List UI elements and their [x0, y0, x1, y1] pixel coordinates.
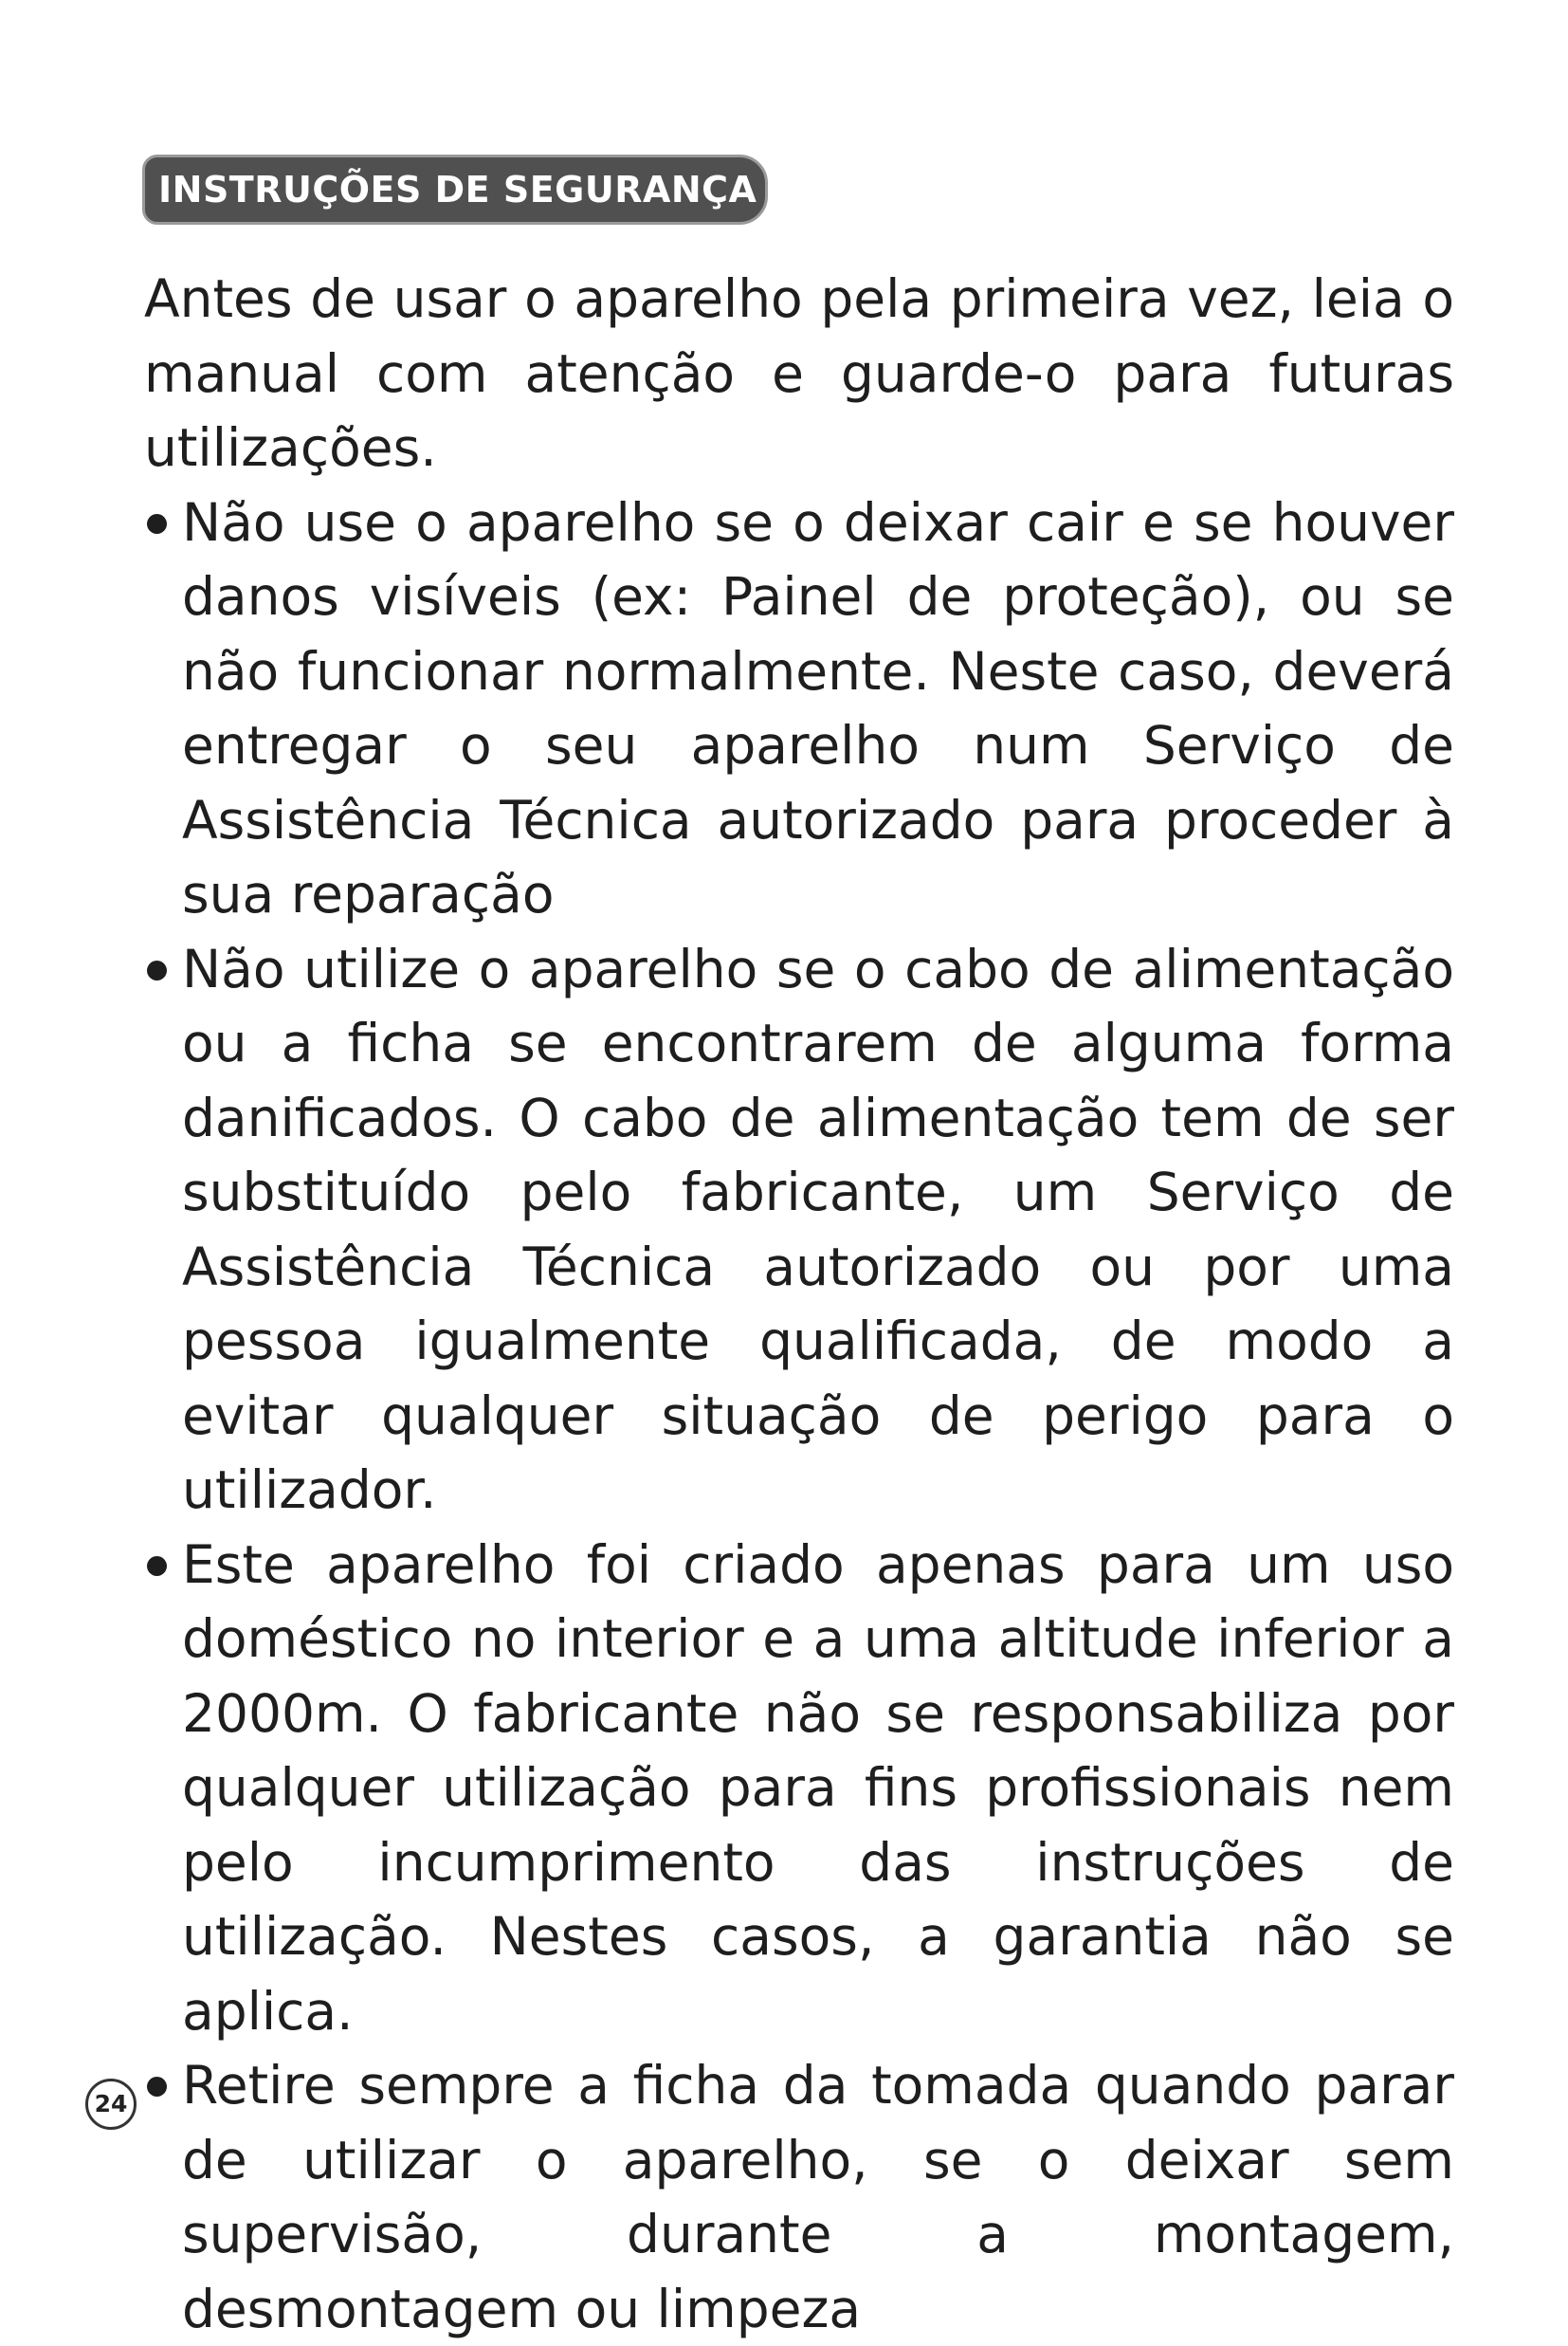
- list-item: Retire sempre a ficha da tomada quando parar de utilizar o aparelho, se o deixar sem supervisão, durante a montagem, desmontagem ou limpeza: [144, 2048, 1454, 2346]
- list-item: Este aparelho foi criado apenas para um uso doméstico no interior e a uma altitude inferior a 2000m. O fabricante não se responsabiliza por qualquer utilização para fins profissionais nem pelo incumprimento das instruções de utilização. Nestes casos, a garantia não se aplica.: [144, 1528, 1454, 2049]
- intro-paragraph: Antes de usar o aparelho pela primeira vez, leia o manual com atenção e guarde-o para futuras utilizações.: [144, 262, 1454, 486]
- page-number: 24: [85, 2079, 137, 2130]
- section-title-badge: INSTRUÇÕES DE SEGURANÇA: [142, 155, 768, 225]
- list-item: Não use o aparelho se o deixar cair e se houver danos visíveis (ex: Painel de proteção), ou se não funcionar normalmente. Neste caso, deverá entregar o seu aparelho num Serviço de Assistência Técnica autorizado para proceder à sua reparação: [144, 486, 1454, 932]
- safety-instructions-list: [144, 486, 1454, 2346]
- page-content: [144, 262, 1454, 2346]
- list-item: Não utilize o aparelho se o cabo de alimentação ou a ficha se encontrarem de alguma forma danificados. O cabo de alimentação tem de ser substituído pelo fabricante, um Serviço de Assistência Técnica autorizado ou por uma pessoa igualmente qualificada, de modo a evitar qualquer situação de perigo para o utilizador.: [144, 932, 1454, 1528]
